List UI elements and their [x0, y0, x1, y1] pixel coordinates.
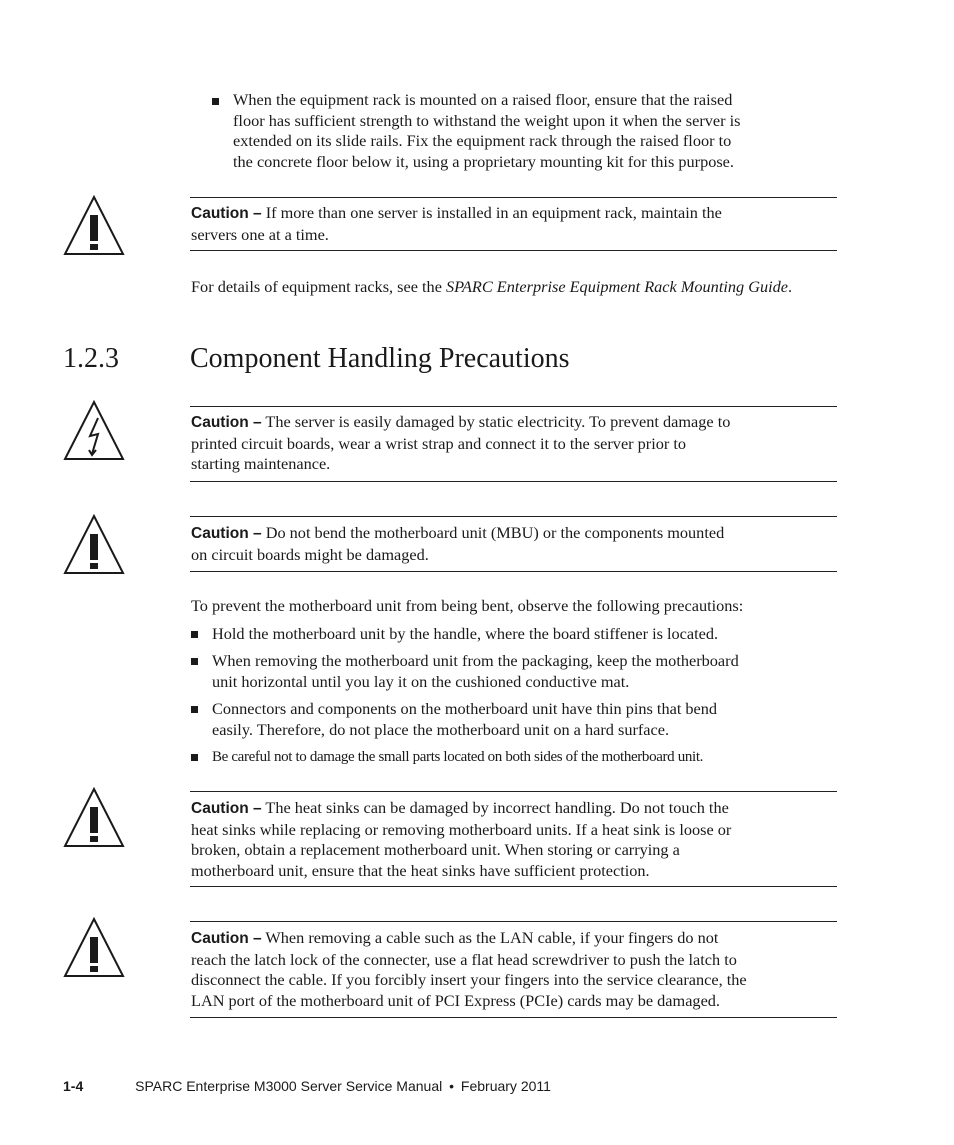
- list-item: Hold the motherboard unit by the handle, where the board stiffener is located.: [212, 624, 719, 643]
- caution-bottom-rule: [190, 481, 837, 482]
- caution-top-rule: [190, 921, 837, 922]
- caution-heat-sinks: Caution – The heat sinks can be damaged by incorrect handling. Do not touch the heat sinks while replacing or removing motherboard units. If a heat sink is loose or broken, obtain a replacement motherboard unit. When storing or carrying a motherboard unit, ensure that the heat sinks have sufficient protection.: [191, 798, 732, 880]
- caution-label: Caution –: [191, 800, 262, 817]
- caution-label: Caution –: [191, 930, 262, 947]
- caution-lan-cable: Caution – When removing a cable such as the LAN cable, if your fingers do not reach the latch lock of the connecter, use a flat head screwdriver to push the latch to disconnect the cable. If you forcibly insert your fingers into the service clearance, the LAN port of the motherboard unit of PCI Express (PCIe) cards may be damaged.: [191, 928, 747, 1010]
- rack-details-paragraph: For details of equipment racks, see the SPARC Enterprise Equipment Rack Mounting Guide.: [191, 277, 793, 296]
- bullet-marker: [191, 658, 198, 665]
- caution-exclamation-icon: [63, 917, 125, 979]
- caution-label: Caution –: [191, 525, 262, 542]
- bullet-marker: [191, 754, 198, 761]
- list-item: When removing the motherboard unit from the packaging, keep the motherboard unit horizontal until you lay it on the cushioned conductive mat.: [212, 651, 739, 691]
- list-item: Connectors and components on the motherboard unit have thin pins that bend easily. Therefore, do not place the motherboard unit on a hard surface.: [212, 699, 718, 739]
- bullet-marker: [212, 98, 219, 105]
- bullet-marker: [191, 706, 198, 713]
- precautions-intro: To prevent the motherboard unit from being bent, observe the following precautions:: [191, 596, 744, 615]
- publication-date: February 2011: [460, 1078, 551, 1094]
- electrostatic-warning-icon: [63, 400, 125, 462]
- caution-bottom-rule: [190, 571, 837, 572]
- bullet-marker: [191, 631, 198, 638]
- caution-label: Caution –: [191, 205, 262, 222]
- caution-exclamation-icon: [63, 514, 125, 576]
- footer-separator: •: [449, 1078, 455, 1094]
- manual-title: SPARC Enterprise M3000 Server Service Manual: [135, 1078, 443, 1094]
- caution-top-rule: [190, 197, 837, 198]
- caution-top-rule: [190, 406, 837, 407]
- list-item: Be careful not to damage the small parts located on both sides of the motherboard unit.: [212, 749, 704, 765]
- raised-floor-bullet: When the equipment rack is mounted on a raised floor, ensure that the raised floor has sufficient strength to withstand the weight upon it when the server is extended on its slide rails. Fix the equipment rack through the raised floor to the concrete floor below it, using a proprietary mounting kit for this purpose.: [233, 90, 741, 171]
- caution-exclamation-icon: [63, 195, 125, 257]
- section-number: 1.2.3: [63, 343, 119, 374]
- caution-static-electricity: Caution – The server is easily damaged by static electricity. To prevent damage to printed circuit boards, wear a wrist strap and connect it to the server prior to starting maintenance.: [191, 412, 731, 473]
- rack-guide-title: SPARC Enterprise Equipment Rack Mounting Guide: [446, 277, 789, 296]
- caution-rack-maintenance: Caution – If more than one server is installed in an equipment rack, maintain the servers one at a time.: [191, 203, 722, 244]
- caution-exclamation-icon: [63, 787, 125, 849]
- caution-label: Caution –: [191, 414, 262, 431]
- caution-top-rule: [190, 516, 837, 517]
- section-title: Component Handling Precautions: [190, 343, 570, 374]
- page-footer: [63, 1078, 763, 1094]
- page-number: 1-4: [63, 1078, 84, 1094]
- caution-bottom-rule: [190, 250, 837, 251]
- caution-bottom-rule: [190, 886, 837, 887]
- caution-bend-mbu: Caution – Do not bend the motherboard unit (MBU) or the components mounted on circuit boards might be damaged.: [191, 523, 725, 564]
- caution-bottom-rule: [190, 1017, 837, 1018]
- caution-top-rule: [190, 791, 837, 792]
